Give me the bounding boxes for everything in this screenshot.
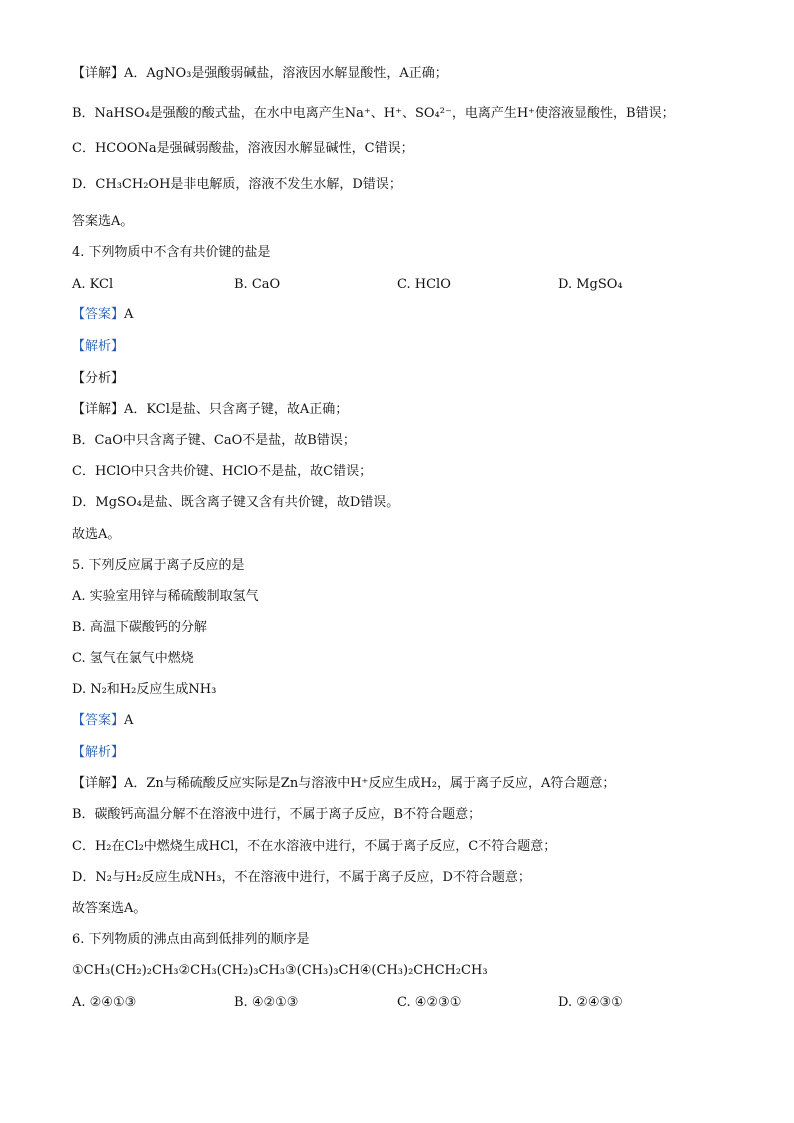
question-5-stem: 5. 下列反应属于离子反应的是 — [72, 558, 245, 573]
q6-option-d: D. ②④③① — [558, 995, 623, 1010]
q5-answer — [72, 712, 133, 730]
q4-analysis-tag: 【解析】 — [72, 339, 125, 354]
q4-option-a: A. KCl — [72, 277, 114, 292]
answer-detail-line-4: D．CH₃CH₂OH是非电解质，溶液不发生水解，D错误； — [72, 177, 402, 192]
answer-value: A — [124, 307, 134, 322]
answer-tag: 【答案】 — [72, 307, 125, 322]
answer-detail-line-2: B．NaHSO₄是强酸的酸式盐，在水中电离产生Na⁺、H⁺、SO₄²⁻，电离产生H⁺使溶液显酸性，B错误； — [72, 106, 675, 121]
q4-conclusion: 故选A。 — [72, 527, 121, 542]
q4-option-c: C. HClO — [397, 277, 451, 292]
q4-detail-2: B．CaO中只含离子键、CaO不是盐，故B错误； — [72, 433, 356, 448]
q6-option-a: A. ②④①③ — [72, 995, 137, 1010]
q5-option-b: B. 高温下碳酸钙的分解 — [72, 620, 207, 635]
answer-detail-line-3: C．HCOONa是强碱弱酸盐，溶液因水解显碱性，C错误； — [72, 141, 414, 156]
q5-detail-2: B．碳酸钙高温分解不在溶液中进行，不属于离子反应，B不符合题意； — [72, 807, 482, 822]
answer-conclusion: 答案选A。 — [72, 214, 134, 229]
q4-detail-1: 【详解】A．KCl是盐、只含离子键，故A正确； — [72, 402, 349, 417]
q5-conclusion: 故答案选A。 — [72, 901, 147, 916]
answer-value: A — [124, 713, 134, 728]
q5-detail-3: C．H₂在Cl₂中燃烧生成HCl，不在水溶液中进行，不属于离子反应，C不符合题意； — [72, 839, 557, 854]
q4-option-d: D. MgSO₄ — [558, 277, 623, 292]
q5-option-a: A. 实验室用锌与稀硫酸制取氢气 — [72, 589, 259, 604]
answer-tag: 【答案】 — [72, 713, 125, 728]
q6-option-b: B. ④②①③ — [234, 995, 299, 1010]
q4-detail-4: D．MgSO₄是盐、既含离子键又含有共价键，故D错误。 — [72, 495, 400, 510]
question-4-stem: 4. 下列物质中不含有共价键的盐是 — [72, 245, 271, 260]
q6-option-c: C. ④②③① — [397, 995, 462, 1010]
q4-option-b: B. CaO — [234, 277, 281, 292]
q4-fenxi-tag: 【分析】 — [72, 371, 125, 386]
q5-detail-1: 【详解】A．Zn与稀硫酸反应实际是Zn与溶液中H⁺反应生成H₂，属于离子反应，A符合题意； — [72, 776, 616, 791]
q5-detail-4: D．N₂与H₂反应生成NH₃，不在溶液中进行，不属于离子反应，D不符合题意； — [72, 870, 531, 885]
q5-option-c: C. 氢气在氯气中燃烧 — [72, 651, 194, 666]
q5-option-d: D. N₂和H₂反应生成NH₃ — [72, 682, 217, 697]
question-6-stem: 6. 下列物质的沸点由高到低排列的顺序是 — [72, 932, 310, 947]
q4-answer — [72, 306, 133, 324]
q4-detail-3: C．HClO中只含共价键、HClO不是盐，故C错误； — [72, 464, 373, 479]
answer-detail-line-1: 【详解】A．AgNO₃是强酸弱碱盐，溶液因水解显酸性，A正确； — [72, 66, 448, 81]
q5-analysis-tag: 【解析】 — [72, 745, 125, 760]
q6-compound-list: ①CH₃(CH₂)₂CH₃②CH₃(CH₂)₃CH₃③(CH₃)₃CH④(CH₃)₂CHCH₂CH₃ — [72, 963, 488, 978]
